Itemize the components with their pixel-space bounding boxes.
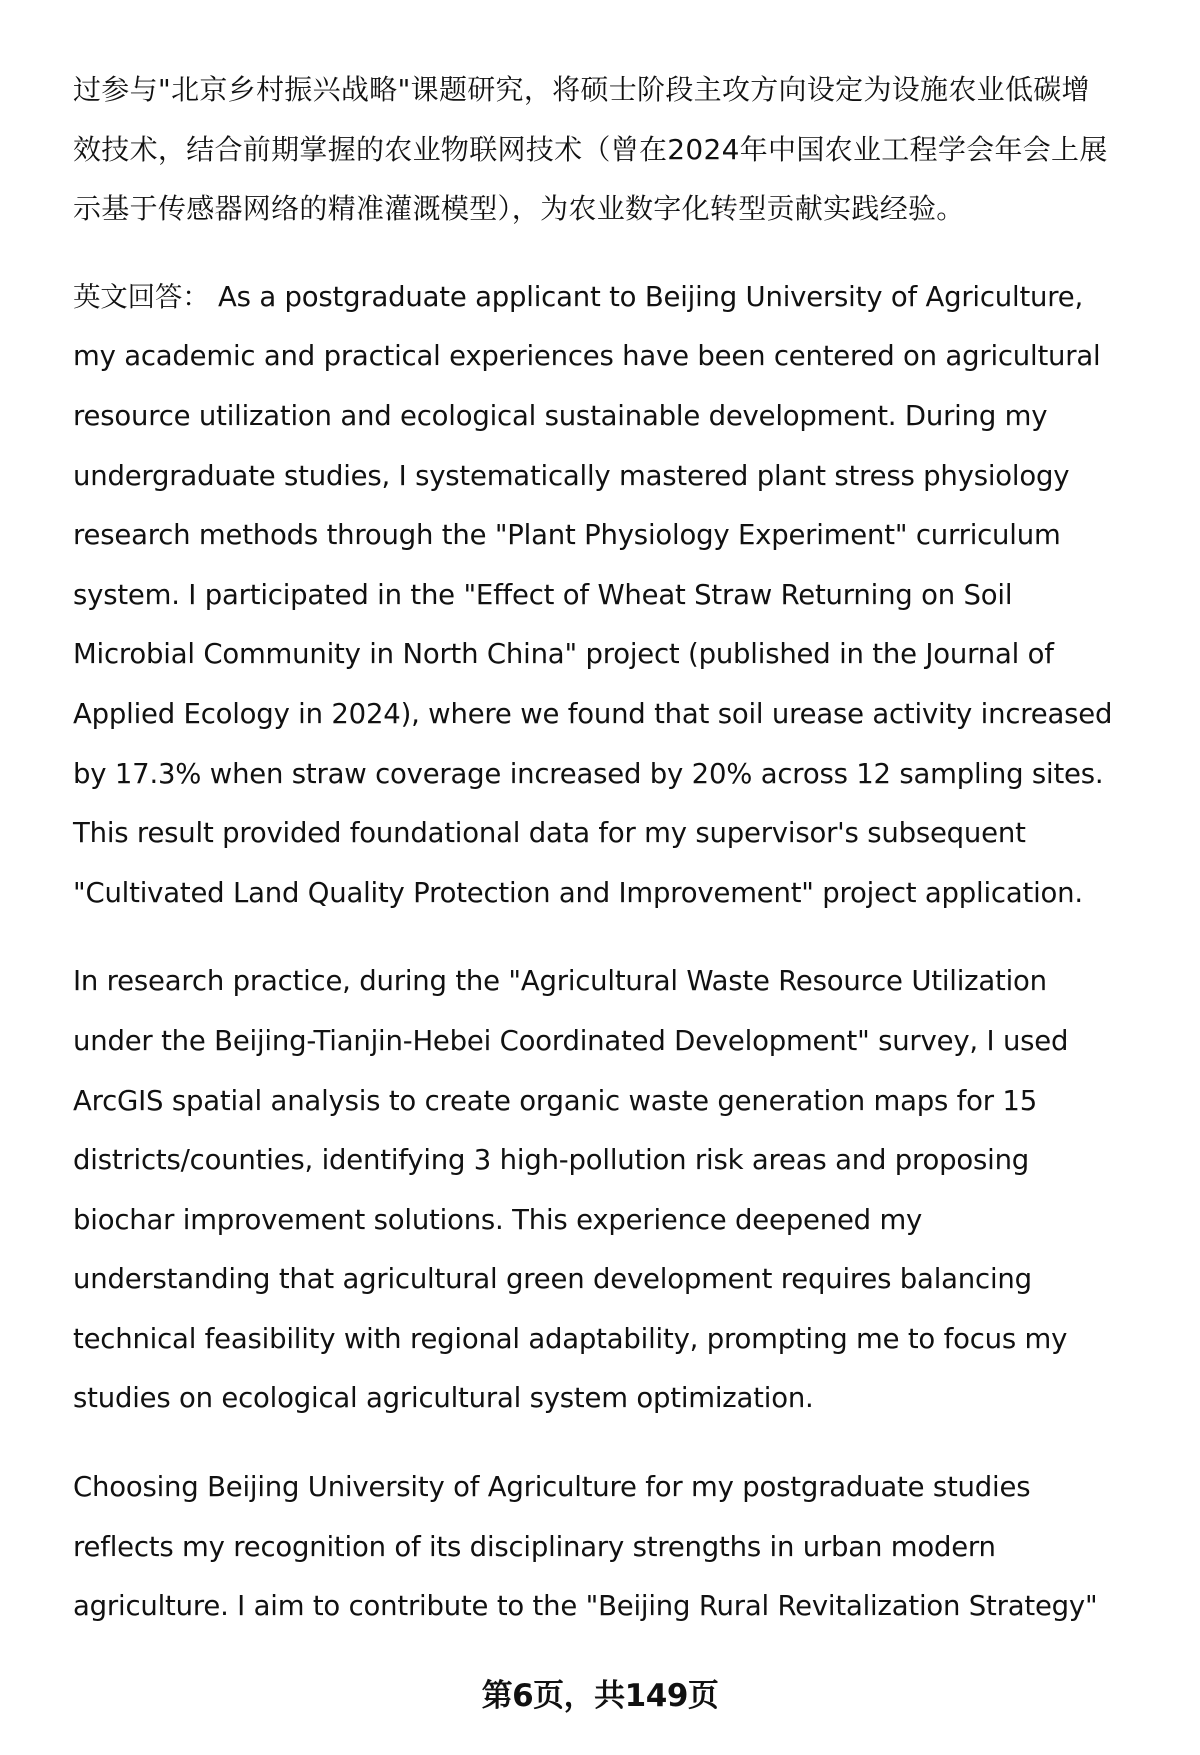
- text-line: system. I participated in the "Effect of Wheat Straw Returning on Soil: [73, 578, 1013, 611]
- text-line: 过参与"北京乡村振兴战略"课题研究，将硕士阶段主攻方向设定为设施农业低碳增: [73, 73, 1090, 106]
- text-line: my academic and practical experiences have been centered on agricultural: [73, 340, 1101, 373]
- text-line: reflects my recognition of its disciplinary strengths in urban modern: [73, 1530, 996, 1563]
- text-line: ArcGIS spatial analysis to create organic waste generation maps for 15: [73, 1084, 1038, 1117]
- paragraph: [73, 60, 1173, 239]
- text-line: under the Beijing-Tianjin-Hebei Coordinated Development" survey, I used: [73, 1024, 1069, 1057]
- text-line: 英文回答： As a postgraduate applicant to Beijing University of Agriculture,: [73, 280, 1084, 313]
- document-body: [73, 60, 1173, 1666]
- text-line: Choosing Beijing University of Agriculture for my postgraduate studies: [73, 1471, 1031, 1504]
- text-line: understanding that agricultural green development requires balancing: [73, 1263, 1032, 1296]
- text-line: by 17.3% when straw coverage increased by 20% across 12 sampling sites.: [73, 757, 1104, 790]
- text-line: 效技术，结合前期掌握的农业物联网技术（曾在2024年中国农业工程学会年会上展: [73, 132, 1108, 166]
- page-number: 第6页，共149页: [481, 1678, 719, 1714]
- text-line: biochar improvement solutions. This experience deepened my: [73, 1203, 923, 1236]
- text-line: This result provided foundational data for my supervisor's subsequent: [73, 817, 1026, 850]
- text-line: undergraduate studies, I systematically mastered plant stress physiology: [73, 459, 1070, 492]
- text-line: districts/counties, identifying 3 high-pollution risk areas and proposing: [73, 1144, 1030, 1177]
- text-line: In research practice, during the "Agricultural Waste Resource Utilization: [73, 965, 1047, 998]
- text-line: resource utilization and ecological sustainable development. During my: [73, 399, 1048, 432]
- text-line: "Cultivated Land Quality Protection and Improvement" project application.: [73, 876, 1083, 909]
- paragraph: [73, 268, 1173, 924]
- text-line: research methods through the "Plant Physiology Experiment" curriculum: [73, 519, 1061, 552]
- paragraph: [73, 1458, 1173, 1637]
- text-line: agriculture. I aim to contribute to the "Beijing Rural Revitalization Strategy": [73, 1590, 1098, 1623]
- text-line: studies on ecological agricultural system optimization.: [73, 1382, 814, 1415]
- text-line: Microbial Community in North China" project (published in the Journal of: [73, 638, 1054, 671]
- text-line: Applied Ecology in 2024), where we found that soil urease activity increased: [73, 697, 1113, 730]
- text-line: technical feasibility with regional adaptability, prompting me to focus my: [73, 1322, 1068, 1355]
- text-line: 示基于传感器网络的精准灌溉模型），为农业数字化转型贡献实践经验。: [73, 192, 965, 226]
- paragraph: [73, 952, 1173, 1429]
